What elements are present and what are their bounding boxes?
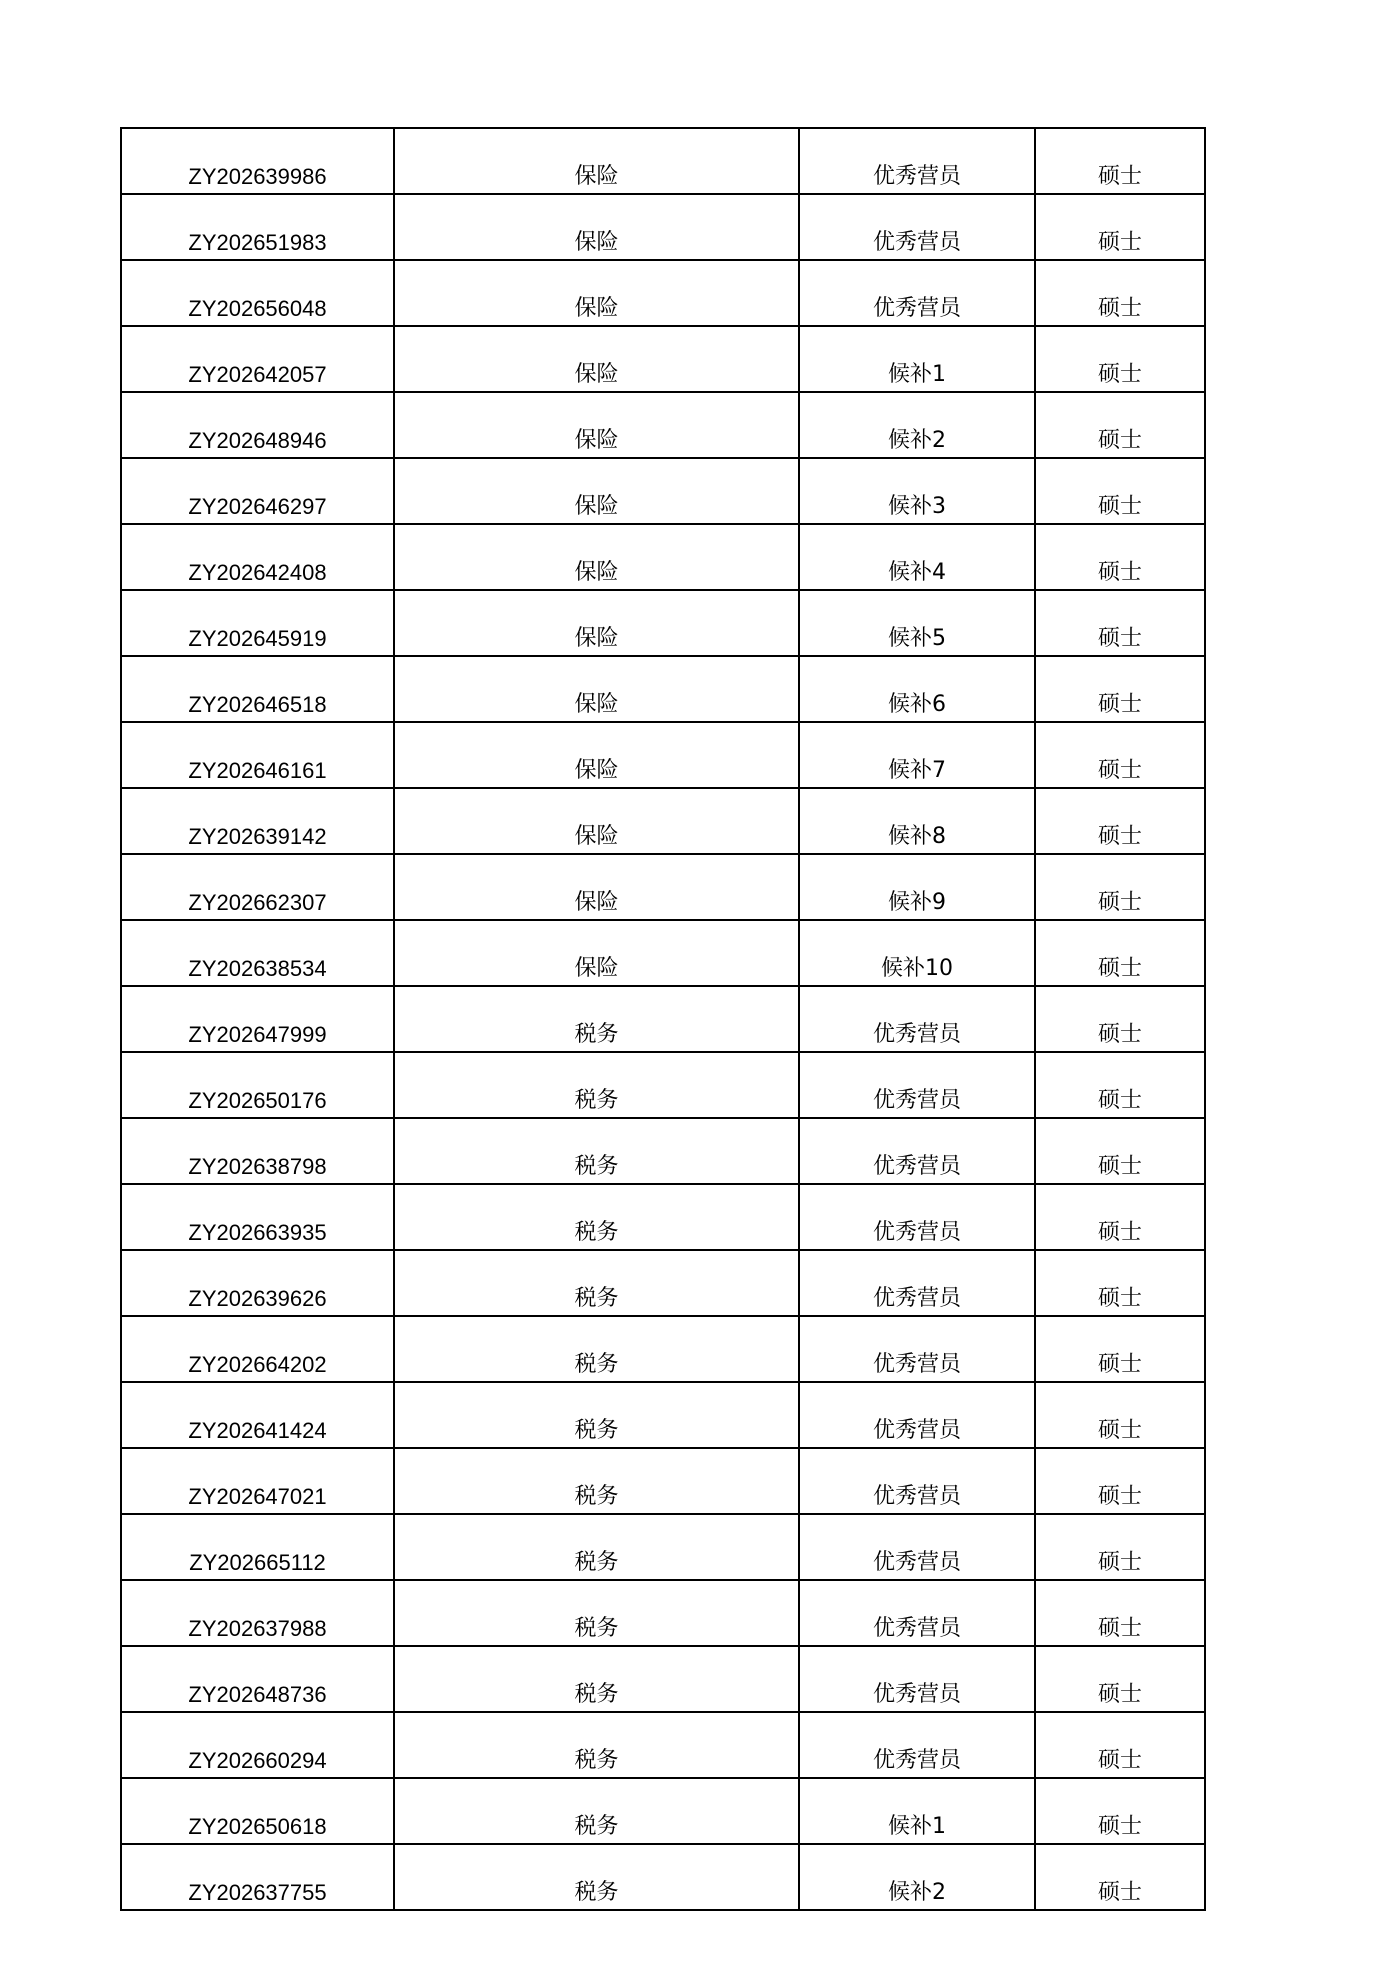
applicant-id-cell: ZY202642408 bbox=[121, 524, 394, 590]
result-cell: 优秀营员 bbox=[799, 1052, 1035, 1118]
field-cell: 保险 bbox=[394, 722, 799, 788]
field-cell: 税务 bbox=[394, 1316, 799, 1382]
table-row bbox=[121, 656, 1205, 722]
applicant-id-cell: ZY202646161 bbox=[121, 722, 394, 788]
degree-cell: 硕士 bbox=[1035, 128, 1205, 194]
table-row bbox=[121, 260, 1205, 326]
degree-cell: 硕士 bbox=[1035, 1316, 1205, 1382]
results-table bbox=[120, 127, 1206, 1911]
degree-cell: 硕士 bbox=[1035, 722, 1205, 788]
applicant-id-cell: ZY202656048 bbox=[121, 260, 394, 326]
result-cell: 候补9 bbox=[799, 854, 1035, 920]
field-cell: 税务 bbox=[394, 1580, 799, 1646]
table-row bbox=[121, 1382, 1205, 1448]
result-cell: 候补10 bbox=[799, 920, 1035, 986]
result-cell: 优秀营员 bbox=[799, 1316, 1035, 1382]
result-cell: 优秀营员 bbox=[799, 1184, 1035, 1250]
field-cell: 税务 bbox=[394, 1844, 799, 1910]
degree-cell: 硕士 bbox=[1035, 326, 1205, 392]
degree-cell: 硕士 bbox=[1035, 656, 1205, 722]
applicant-id-cell: ZY202639626 bbox=[121, 1250, 394, 1316]
result-cell: 候补2 bbox=[799, 1844, 1035, 1910]
table-row bbox=[121, 1250, 1205, 1316]
applicant-id-cell: ZY202662307 bbox=[121, 854, 394, 920]
applicant-id-cell: ZY202647021 bbox=[121, 1448, 394, 1514]
degree-cell: 硕士 bbox=[1035, 392, 1205, 458]
field-cell: 保险 bbox=[394, 392, 799, 458]
field-cell: 税务 bbox=[394, 1448, 799, 1514]
field-cell: 保险 bbox=[394, 524, 799, 590]
degree-cell: 硕士 bbox=[1035, 1118, 1205, 1184]
degree-cell: 硕士 bbox=[1035, 986, 1205, 1052]
applicant-id-cell: ZY202638534 bbox=[121, 920, 394, 986]
applicant-id-cell: ZY202648736 bbox=[121, 1646, 394, 1712]
applicant-id-cell: ZY202663935 bbox=[121, 1184, 394, 1250]
table-row bbox=[121, 1184, 1205, 1250]
field-cell: 保险 bbox=[394, 458, 799, 524]
result-cell: 候补1 bbox=[799, 1778, 1035, 1844]
result-cell: 优秀营员 bbox=[799, 1382, 1035, 1448]
field-cell: 税务 bbox=[394, 1184, 799, 1250]
result-cell: 候补3 bbox=[799, 458, 1035, 524]
table-row bbox=[121, 1316, 1205, 1382]
table-row bbox=[121, 194, 1205, 260]
result-cell: 候补8 bbox=[799, 788, 1035, 854]
degree-cell: 硕士 bbox=[1035, 590, 1205, 656]
table-row bbox=[121, 1052, 1205, 1118]
applicant-id-cell: ZY202638798 bbox=[121, 1118, 394, 1184]
table-row bbox=[121, 1118, 1205, 1184]
field-cell: 保险 bbox=[394, 128, 799, 194]
applicant-id-cell: ZY202660294 bbox=[121, 1712, 394, 1778]
degree-cell: 硕士 bbox=[1035, 788, 1205, 854]
result-cell: 优秀营员 bbox=[799, 1514, 1035, 1580]
table-row bbox=[121, 1712, 1205, 1778]
applicant-id-cell: ZY202637988 bbox=[121, 1580, 394, 1646]
applicant-id-cell: ZY202645919 bbox=[121, 590, 394, 656]
applicant-id-cell: ZY202647999 bbox=[121, 986, 394, 1052]
result-cell: 优秀营员 bbox=[799, 260, 1035, 326]
table-row bbox=[121, 392, 1205, 458]
result-cell: 优秀营员 bbox=[799, 194, 1035, 260]
applicant-id-cell: ZY202651983 bbox=[121, 194, 394, 260]
degree-cell: 硕士 bbox=[1035, 1250, 1205, 1316]
field-cell: 保险 bbox=[394, 656, 799, 722]
result-cell: 候补5 bbox=[799, 590, 1035, 656]
table-row bbox=[121, 326, 1205, 392]
table-row bbox=[121, 722, 1205, 788]
degree-cell: 硕士 bbox=[1035, 1184, 1205, 1250]
degree-cell: 硕士 bbox=[1035, 920, 1205, 986]
applicant-id-cell: ZY202646518 bbox=[121, 656, 394, 722]
result-cell: 优秀营员 bbox=[799, 1712, 1035, 1778]
degree-cell: 硕士 bbox=[1035, 194, 1205, 260]
degree-cell: 硕士 bbox=[1035, 524, 1205, 590]
table-row bbox=[121, 1844, 1205, 1910]
field-cell: 保险 bbox=[394, 920, 799, 986]
result-cell: 候补2 bbox=[799, 392, 1035, 458]
field-cell: 税务 bbox=[394, 1052, 799, 1118]
table-row bbox=[121, 920, 1205, 986]
field-cell: 保险 bbox=[394, 260, 799, 326]
table-row bbox=[121, 128, 1205, 194]
degree-cell: 硕士 bbox=[1035, 1712, 1205, 1778]
field-cell: 保险 bbox=[394, 326, 799, 392]
applicant-id-cell: ZY202664202 bbox=[121, 1316, 394, 1382]
result-cell: 优秀营员 bbox=[799, 986, 1035, 1052]
field-cell: 保险 bbox=[394, 788, 799, 854]
applicant-id-cell: ZY202650176 bbox=[121, 1052, 394, 1118]
field-cell: 税务 bbox=[394, 1778, 799, 1844]
degree-cell: 硕士 bbox=[1035, 1514, 1205, 1580]
result-cell: 优秀营员 bbox=[799, 1646, 1035, 1712]
result-cell: 候补6 bbox=[799, 656, 1035, 722]
degree-cell: 硕士 bbox=[1035, 1844, 1205, 1910]
table-row bbox=[121, 590, 1205, 656]
table-row bbox=[121, 1580, 1205, 1646]
applicant-id-cell: ZY202646297 bbox=[121, 458, 394, 524]
applicant-id-cell: ZY202641424 bbox=[121, 1382, 394, 1448]
degree-cell: 硕士 bbox=[1035, 1052, 1205, 1118]
table-row bbox=[121, 854, 1205, 920]
field-cell: 税务 bbox=[394, 1712, 799, 1778]
field-cell: 税务 bbox=[394, 1382, 799, 1448]
degree-cell: 硕士 bbox=[1035, 1382, 1205, 1448]
applicant-id-cell: ZY202650618 bbox=[121, 1778, 394, 1844]
applicant-id-cell: ZY202637755 bbox=[121, 1844, 394, 1910]
table-row bbox=[121, 524, 1205, 590]
applicant-id-cell: ZY202639142 bbox=[121, 788, 394, 854]
degree-cell: 硕士 bbox=[1035, 854, 1205, 920]
result-cell: 优秀营员 bbox=[799, 1250, 1035, 1316]
field-cell: 税务 bbox=[394, 986, 799, 1052]
degree-cell: 硕士 bbox=[1035, 1448, 1205, 1514]
degree-cell: 硕士 bbox=[1035, 1778, 1205, 1844]
degree-cell: 硕士 bbox=[1035, 458, 1205, 524]
result-cell: 优秀营员 bbox=[799, 1580, 1035, 1646]
field-cell: 保险 bbox=[394, 590, 799, 656]
degree-cell: 硕士 bbox=[1035, 1646, 1205, 1712]
degree-cell: 硕士 bbox=[1035, 1580, 1205, 1646]
table-row bbox=[121, 788, 1205, 854]
field-cell: 税务 bbox=[394, 1514, 799, 1580]
results-table-body bbox=[121, 128, 1205, 1910]
degree-cell: 硕士 bbox=[1035, 260, 1205, 326]
field-cell: 保险 bbox=[394, 194, 799, 260]
table-row bbox=[121, 1448, 1205, 1514]
field-cell: 税务 bbox=[394, 1646, 799, 1712]
result-cell: 优秀营员 bbox=[799, 128, 1035, 194]
applicant-id-cell: ZY202642057 bbox=[121, 326, 394, 392]
table-row bbox=[121, 986, 1205, 1052]
result-cell: 优秀营员 bbox=[799, 1448, 1035, 1514]
result-cell: 优秀营员 bbox=[799, 1118, 1035, 1184]
result-cell: 候补4 bbox=[799, 524, 1035, 590]
table-row bbox=[121, 1646, 1205, 1712]
result-cell: 候补1 bbox=[799, 326, 1035, 392]
applicant-id-cell: ZY202665112 bbox=[121, 1514, 394, 1580]
field-cell: 税务 bbox=[394, 1250, 799, 1316]
field-cell: 保险 bbox=[394, 854, 799, 920]
table-row bbox=[121, 1514, 1205, 1580]
table-row bbox=[121, 1778, 1205, 1844]
table-row bbox=[121, 458, 1205, 524]
field-cell: 税务 bbox=[394, 1118, 799, 1184]
applicant-id-cell: ZY202648946 bbox=[121, 392, 394, 458]
result-cell: 候补7 bbox=[799, 722, 1035, 788]
applicant-id-cell: ZY202639986 bbox=[121, 128, 394, 194]
